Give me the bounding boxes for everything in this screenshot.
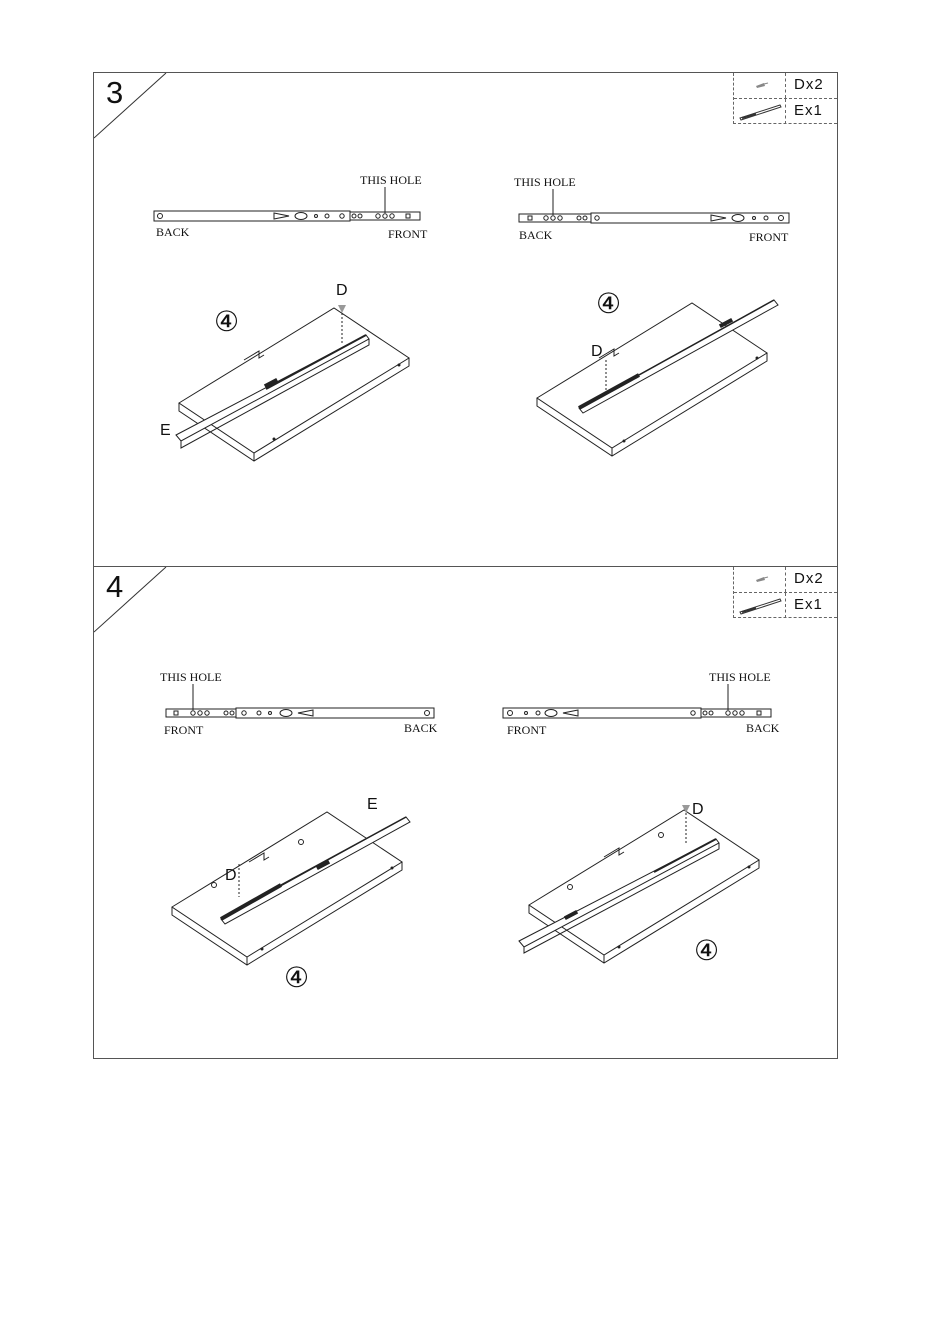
parts-row [734, 98, 837, 124]
step-4-illustration [94, 567, 839, 1060]
part-tag-d: D [692, 801, 704, 818]
board-illustration-left [176, 305, 409, 461]
rail-end-label: BACK [519, 228, 553, 242]
rail-end-label: FRONT [164, 723, 204, 737]
parts-row [734, 567, 837, 592]
this-hole-label: THIS HOLE [360, 173, 422, 187]
rail-end-label: BACK [746, 721, 780, 735]
circled-number: ④ [694, 935, 720, 966]
parts-row [734, 592, 837, 618]
screw-icon [734, 567, 786, 592]
step-3-illustration [94, 73, 839, 568]
circled-number: ④ [596, 288, 622, 319]
circled-number: ④ [214, 306, 240, 337]
rail-end-label: BACK [156, 225, 190, 239]
drawer-slide-icon [734, 593, 786, 618]
board-illustration-right [537, 300, 778, 456]
rail-end-label: FRONT [388, 227, 428, 241]
part-tag-e: E [160, 422, 171, 439]
board-illustration-left [172, 812, 410, 965]
rail-end-label: FRONT [507, 723, 547, 737]
circled-number: ④ [284, 962, 310, 993]
rail-end-label: BACK [404, 721, 438, 735]
screw-icon [734, 73, 786, 98]
rail-diagram-right [519, 189, 789, 223]
step-number: 3 [106, 75, 124, 110]
parts-list [733, 567, 837, 618]
rail-diagram-left [166, 684, 434, 718]
part-tag-d: D [336, 282, 348, 299]
part-tag-d: D [591, 343, 603, 360]
drawer-slide-icon [734, 99, 786, 124]
board-illustration-right [519, 805, 759, 963]
part-tag-d: D [225, 867, 237, 884]
parts-quantity: Ex1 [794, 596, 823, 613]
parts-row [734, 73, 837, 98]
parts-list [733, 73, 837, 124]
step-number: 4 [106, 569, 124, 604]
rail-diagram-right [503, 684, 771, 718]
this-hole-label: THIS HOLE [514, 175, 576, 189]
this-hole-label: THIS HOLE [709, 670, 771, 684]
step-3-panel [93, 72, 838, 567]
rail-diagram-left [154, 187, 420, 221]
rail-end-label: FRONT [749, 230, 789, 244]
parts-quantity: Dx2 [794, 76, 824, 93]
this-hole-label: THIS HOLE [160, 670, 222, 684]
step-4-panel [93, 566, 838, 1059]
parts-quantity: Ex1 [794, 102, 823, 119]
parts-quantity: Dx2 [794, 570, 824, 587]
part-tag-e: E [367, 796, 378, 813]
